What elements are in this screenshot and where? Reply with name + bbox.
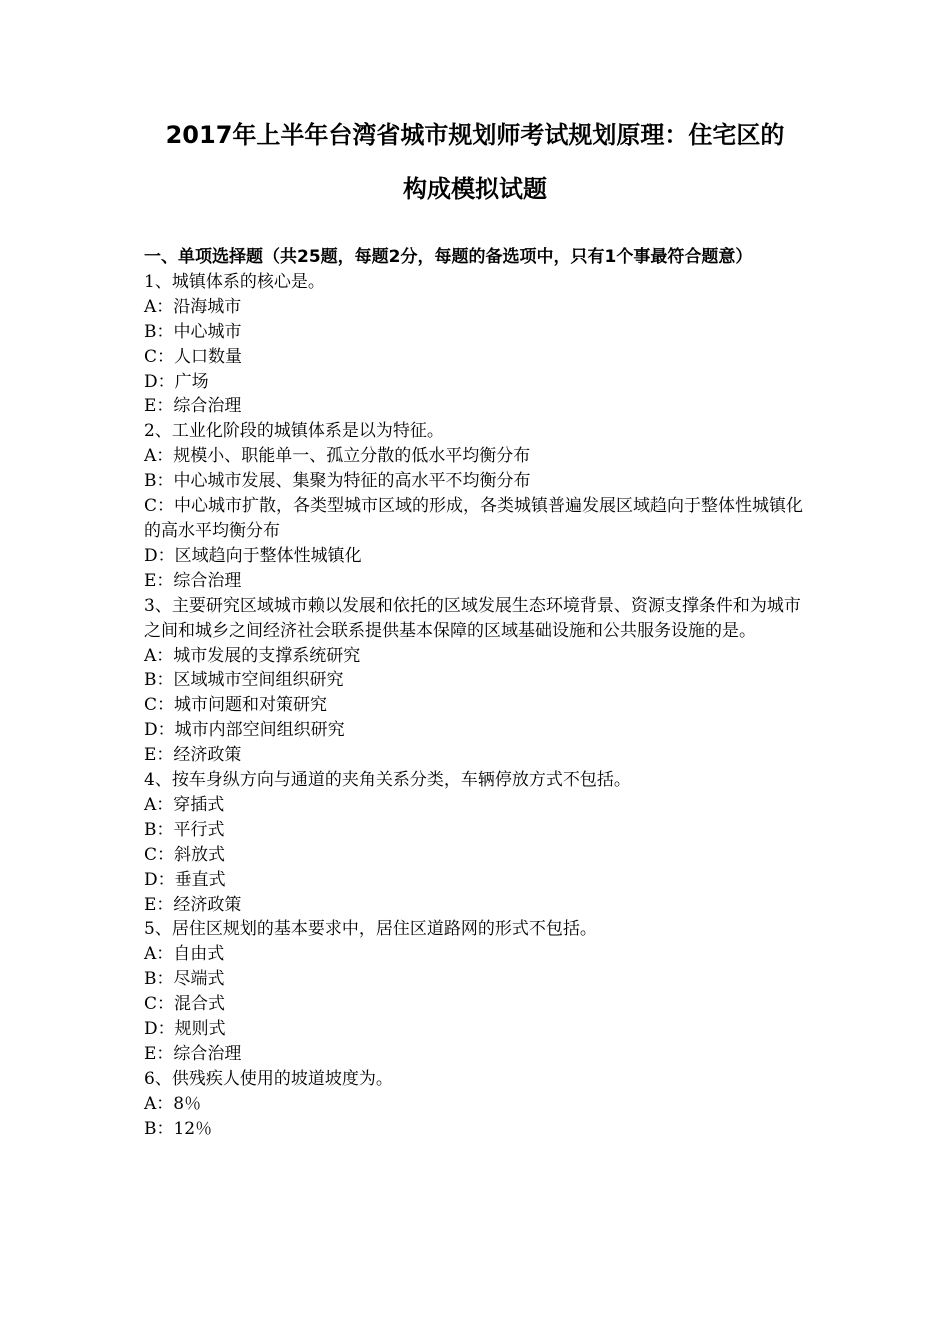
- question-2: [144, 419, 810, 593]
- answer-option: E：经济政策: [144, 745, 242, 766]
- answer-option: D：区域趋向于整体性城镇化: [144, 545, 362, 566]
- answer-option: E：综合治理: [144, 396, 242, 417]
- answer-option: A：规模小、职能单一、孤立分散的低水平均衡分布: [144, 446, 531, 467]
- answer-option: C：中心城市扩散，各类型城市区域的形成，各类城镇普遍发展区域趋向于整体性城镇化的高水平均衡分布: [144, 496, 804, 541]
- question-6: [144, 1067, 810, 1142]
- answer-option: B：平行式: [144, 819, 225, 840]
- answer-option: E：经济政策: [144, 894, 242, 915]
- answer-option: D：垂直式: [144, 869, 226, 890]
- answer-option: A：8％: [144, 1093, 202, 1114]
- document-title-line-2: 构成模拟试题: [403, 175, 547, 203]
- answer-option: C：混合式: [144, 994, 226, 1015]
- answer-option: B：尽端式: [144, 969, 225, 990]
- answer-option: B：12％: [144, 1118, 213, 1139]
- answer-option: A：沿海城市: [144, 296, 242, 317]
- document-body: [144, 245, 810, 1142]
- answer-option: D：城市内部空间组织研究: [144, 720, 345, 741]
- answer-option: D：规则式: [144, 1019, 226, 1040]
- answer-option: E：综合治理: [144, 570, 242, 591]
- answer-option: E：综合治理: [144, 1044, 242, 1064]
- question-1: [144, 270, 810, 419]
- question-stem: 1、城镇体系的核心是。: [144, 271, 325, 292]
- answer-option: B：中心城市: [144, 321, 242, 342]
- answer-option: D：广场: [144, 371, 209, 392]
- answer-option: A：穿插式: [144, 794, 225, 815]
- answer-option: B：区域城市空间组织研究: [144, 670, 344, 691]
- answer-option: C：人口数量: [144, 346, 243, 367]
- question-stem: 4、按车身纵方向与通道的夹角关系分类，车辆停放方式不包括。: [144, 770, 631, 791]
- document-title-line-1: 2017年上半年台湾省城市规划师考试规划原理：住宅区的: [165, 121, 785, 149]
- question-stem: 2、工业化阶段的城镇体系是以为特征。: [144, 421, 444, 442]
- question-stem: 6、供残疾人使用的坡道坡度为。: [144, 1068, 393, 1089]
- question-stem: 5、居住区规划的基本要求中，居住区道路网的形式不包括。: [144, 919, 597, 940]
- answer-option: A：城市发展的支撑系统研究: [144, 645, 361, 666]
- answer-option: B：中心城市发展、集聚为特征的高水平不均衡分布: [144, 471, 531, 492]
- question-4: [144, 768, 810, 917]
- answer-option: C：城市问题和对策研究: [144, 695, 328, 716]
- question-stem: 3、主要研究区域城市赖以发展和依托的区域发展生态环境背景、资源支撑条件和为城市之间和城乡之间经济社会联系提供基本保障的区域基础设施和公共服务设施的是。: [144, 595, 801, 641]
- question-3: [144, 594, 810, 768]
- question-5: [144, 917, 810, 1066]
- answer-option: A：自由式: [144, 944, 225, 965]
- section-heading: 一、单项选择题（共25题，每题2分，每题的备选项中，只有1个事最符合题意）: [144, 247, 753, 267]
- answer-option: C：斜放式: [144, 844, 226, 865]
